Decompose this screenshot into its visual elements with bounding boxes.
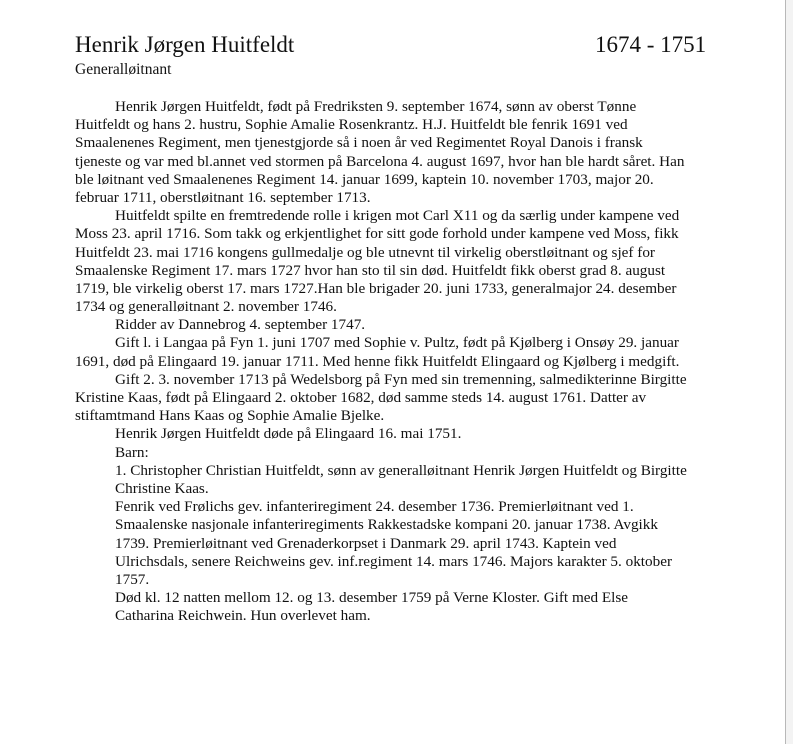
person-name-heading: Henrik Jørgen Huitfeldt bbox=[75, 32, 295, 57]
biography-line: Catharina Reichwein. Hun overlevet ham. bbox=[115, 607, 371, 625]
biography-line: tjeneste og var med bl.annet ved stormen på Barcelona 4. august 1697, hvor han ble hardt såret. Han bbox=[75, 152, 685, 170]
biography-line: Fenrik ved Frølichs gev. infanteriregiment 24. desember 1736. Premierløitnant ved 1. bbox=[115, 498, 634, 516]
biography-line: Huitfeldt og hans 2. hustru, Sophie Amalie Rosenkrantz. H.J. Huitfeldt ble fenrik 1691 ved bbox=[75, 116, 628, 134]
biography-line: Henrik Jørgen Huitfeldt døde på Elingaard 16. mai 1751. bbox=[115, 425, 462, 443]
biography-line: Huitfeldt spilte en fremtredende rolle i krigen mot Carl X11 og da særlig under kampene ved bbox=[115, 207, 680, 225]
biography-line: 1. Christopher Christian Huitfeldt, sønn av generalløitnant Henrik Jørgen Huitfeldt og Birgitte bbox=[115, 461, 687, 479]
military-rank: Generalløitnant bbox=[75, 61, 172, 78]
biography-line: ble løitnant ved Smaalenenes Regiment 14. januar 1699, kaptein 10. november 1703, major 20. bbox=[75, 170, 654, 188]
biography-line: februar 1711, oberstløitnant 16. september 1713. bbox=[75, 188, 371, 206]
biography-line: 1734 og generalløitnant 2. november 1746. bbox=[75, 298, 337, 316]
biography-line: Smaalenenes Regiment, men tjenestgjorde så i noen år ved Regimentet Royal Danois i fransk bbox=[75, 134, 643, 152]
lifespan-years: 1674 - 1751 bbox=[595, 32, 707, 57]
biography-line: 1719, ble virkelig oberst 17. mars 1727.Han ble brigader 20. juni 1733, generalmajor 24. desember bbox=[75, 279, 677, 297]
biography-line: Kristine Kaas, født på Elingaard 2. oktober 1682, død samme steds 14. august 1761. Datter av bbox=[75, 389, 647, 406]
biography-line: Smaalenske Regiment 17. mars 1727 hvor han sto til sin død. Huitfeldt fikk oberst grad 8. august bbox=[75, 261, 666, 279]
biography-line: 1739. Premierløitnant ved Grenaderkorpset i Danmark 29. april 1743. Kaptein ved bbox=[115, 534, 617, 552]
biography-line: 1757. bbox=[115, 570, 150, 588]
biography-line: Christine Kaas. bbox=[115, 479, 209, 497]
biography-line: Gift l. i Langaa på Fyn 1. juni 1707 med Sophie v. Pultz, født på Kjølberg i Onsøy 29. januar bbox=[115, 334, 679, 352]
biography-line: stiftamtmand Hans Kaas og Sophie Amalie Bjelke. bbox=[75, 407, 385, 425]
biography-line: Henrik Jørgen Huitfeldt, født på Fredriksten 9. september 1674, sønn av oberst Tønne bbox=[115, 98, 637, 115]
biography-text bbox=[75, 98, 715, 625]
biography-line: Smaalenske nasjonale infanteriregiments Rakkestadske kompani 20. januar 1738. Avgikk bbox=[115, 516, 658, 534]
biography-line: Gift 2. 3. november 1713 på Wedelsborg på Fyn med sin tremenning, salmedikterinne Birgitte bbox=[115, 370, 687, 388]
biography-line: Ulrichsdals, senere Reichweins gev. inf.regiment 14. mars 1746. Majors karakter 5. oktober bbox=[115, 552, 672, 570]
biography-line: Barn: bbox=[115, 443, 149, 461]
biography-line: 1691, død på Elingaard 19. januar 1711. Med henne fikk Huitfeldt Elingaard og Kjølberg i medgift. bbox=[75, 352, 680, 370]
biography-line: Ridder av Dannebrog 4. september 1747. bbox=[115, 316, 366, 334]
page-edge bbox=[785, 0, 793, 744]
biography-line: Død kl. 12 natten mellom 12. og 13. desember 1759 på Verne Kloster. Gift med Else bbox=[115, 589, 629, 607]
biography-line: Huitfeldt 23. mai 1716 kongens gullmedalje og ble utnevnt til virkelig oberstløitnant og sjef for bbox=[75, 243, 655, 261]
biography-line: Moss 23. april 1716. Som takk og erkjentlighet for sitt gode forhold under kampene ved Moss, fikk bbox=[75, 225, 679, 243]
